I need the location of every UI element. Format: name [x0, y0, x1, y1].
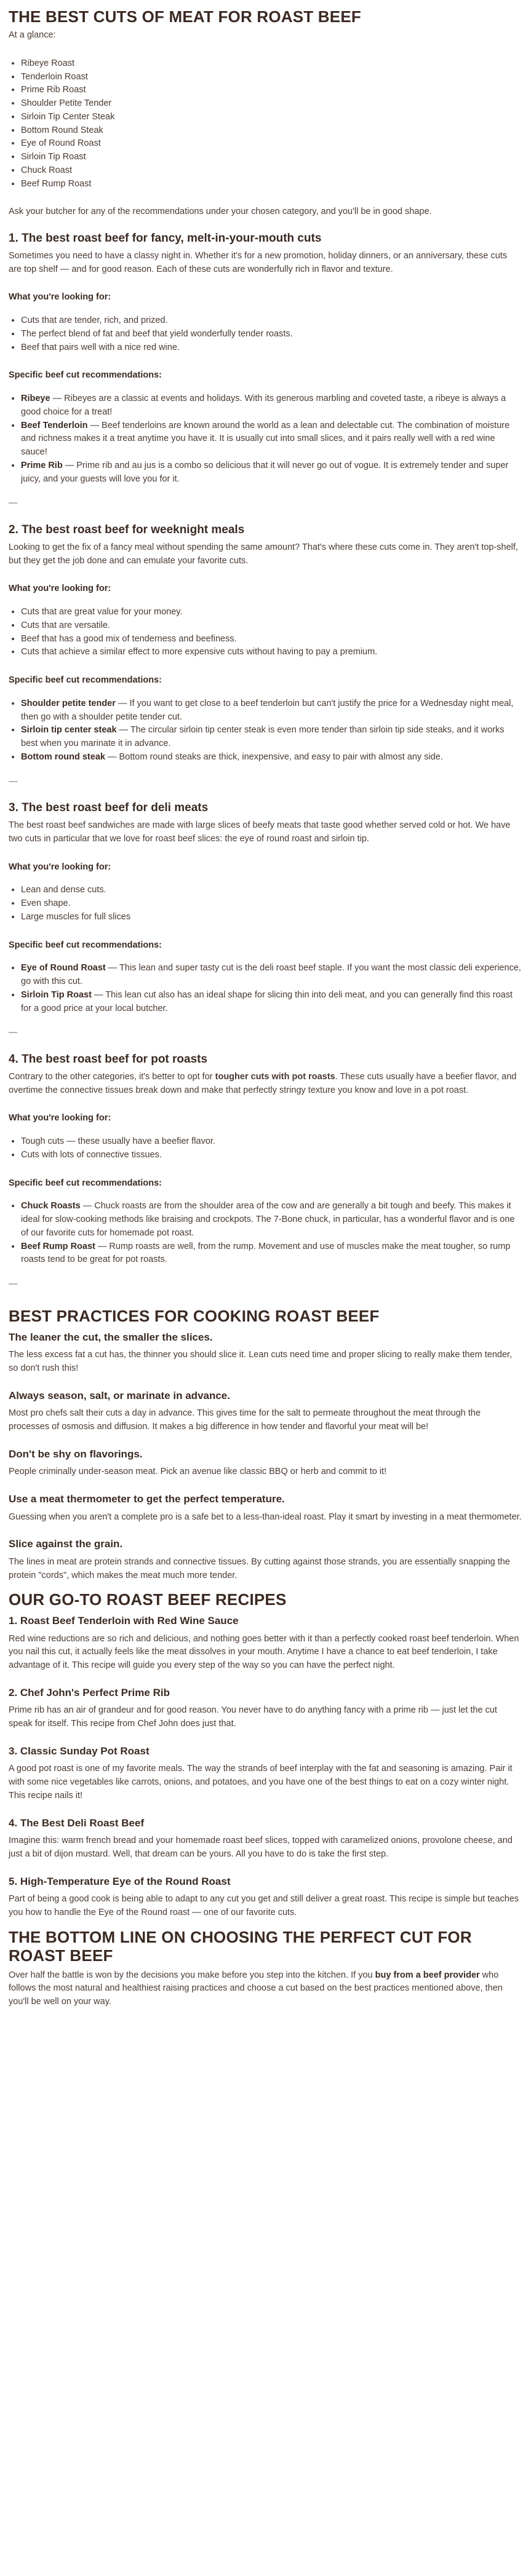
recommend-item	[21, 1240, 522, 1267]
list-item: • Cuts that are great value for your money.	[21, 606, 522, 619]
practice-heading: Use a meat thermometer to get the perfect temperature.	[9, 1493, 285, 1505]
glance-item: • Prime Rib Roast	[21, 84, 522, 97]
recipe-heading: 2. Chef John's Perfect Prime Rib	[9, 1686, 170, 1698]
emphasis-text: tougher cuts with pot roasts	[215, 1071, 335, 1082]
list-item: • Cuts that are tender, rich, and prized.	[21, 314, 522, 328]
recommend-list	[9, 697, 522, 764]
recommend-item	[21, 1200, 522, 1240]
recipe-heading: 3. Classic Sunday Pot Roast	[9, 1745, 150, 1757]
section-intro: The best roast beef sandwiches are made with large slices of beefy meats that taste good whether served cold or hot. We have two cuts in particular that we love for roast beef slices: the eye of round roast and sirloin tip.	[9, 820, 511, 844]
recommend-list	[9, 392, 522, 486]
cut-desc: — Chuck roasts are from the shoulder area of the cow and are generally a bit tough and beefy. This makes it ideal for slow-cooking methods like braising and crockpots. The 7-Bone chuck, in particular, has a wonderful flavor and is one of our favorite cuts for homemade pot roast.	[21, 1201, 515, 1238]
cut-desc: — Prime rib and au jus is a combo so delicious that it will never go out of vogue. It is extremely tender and super juicy, and your guests will love you for it.	[21, 460, 509, 484]
at-a-glance-label: At a glance:	[9, 30, 56, 41]
glance-list	[9, 57, 522, 191]
section-intro: Contrary to the other categories, it's better to opt for tougher cuts with pot roasts. These cuts usually have a beefier flavor, and overtime the connective tissues break down and make that perfectly stringy texture you know and love in a pot roast.	[9, 1071, 517, 1095]
looking-for-list	[9, 606, 522, 659]
recommend-item	[21, 751, 522, 764]
section-divider: —	[9, 1279, 18, 1290]
section-recipes	[9, 1591, 522, 1919]
recommend-label: Specific beef cut recommendations:	[9, 675, 162, 686]
practice-text: The lines in meat are protein strands and connective tissues. By cutting against those strands, you are essentially snapping the protein "cords", which makes the meat much more tender.	[9, 1556, 510, 1580]
recommend-item	[21, 419, 522, 459]
recommend-item	[21, 962, 522, 989]
recipe-text: Part of being a good cook is being able to adapt to any cut you get and still deliver a great roast. This recipe is simple but teaches you how to handle the Eye of the Round roast — one of our favorite cuts.	[9, 1894, 519, 1917]
glance-item: • Ribeye Roast	[21, 57, 522, 71]
glance-item: • Tenderloin Roast	[21, 71, 522, 84]
looking-for-list	[9, 1135, 522, 1162]
section-divider: —	[9, 776, 18, 787]
section-intro: Sometimes you need to have a classy night in. Whether it's for a new promotion, holiday dinners, or an anniversary, these cuts are top shelf — and for good reason. Each of these cuts are wonderfully rich in flavor and texture.	[9, 250, 508, 274]
cut-desc: — The circular sirloin tip center steak is even more tender than sirloin tip side steaks, and it works best when you marinate it in advance.	[21, 725, 505, 749]
recommend-label: Specific beef cut recommendations:	[9, 940, 162, 950]
list-item: • Beef that pairs well with a nice red wine.	[21, 341, 522, 355]
beef-provider-link[interactable]: buy from a beef provider	[375, 1970, 480, 1980]
section-divider: —	[9, 498, 18, 509]
cut-name: Chuck Roasts	[21, 1201, 81, 1211]
intro-paragraph: Ask your butcher for any of the recommendations under your chosen category, and you'll be in good shape.	[9, 207, 432, 217]
cut-name: Beef Rump Roast	[21, 1241, 95, 1251]
section-intro: Looking to get the fix of a fancy meal without spending the same amount? That's where these cuts come in. They aren't top-shelf, but they get the job done and can emulate your favorite cuts.	[9, 542, 518, 566]
looking-for-label: What you're looking for:	[9, 1113, 111, 1124]
recipe-text: Red wine reductions are so rich and delicious, and nothing goes better with it than a perfectly cooked roast beef tenderloin. When you nail this cut, it actually feels like the meat dissolves in your mouth. Anytime I have a chance to eat beef tenderloin, I take advantage of it. This recipe will guide you every step of the way so you can have the perfect night.	[9, 1633, 519, 1671]
recipe-text: Prime rib has an air of grandeur and for good reason. You never have to do anything fancy with a prime rib — just let the cut speak for itself. This recipe from Chef John does just that.	[9, 1705, 497, 1729]
practice-heading: Don't be shy on flavorings.	[9, 1448, 143, 1460]
section-divider: —	[9, 1028, 18, 1038]
recommend-list	[9, 1200, 522, 1267]
glance-item: • Beef Rump Roast	[21, 178, 522, 191]
looking-for-label: What you're looking for:	[9, 584, 111, 594]
recipe-heading: 5. High-Temperature Eye of the Round Roast	[9, 1875, 231, 1887]
section-deli-meats	[9, 801, 522, 1040]
cut-name: Sirloin tip center steak	[21, 725, 117, 735]
cut-name: Sirloin Tip Roast	[21, 989, 92, 1000]
cut-desc: — Bottom round steaks are thick, inexpensive, and easy to pair with almost any side.	[105, 751, 443, 762]
glance-item: • Bottom Round Steak	[21, 124, 522, 138]
glance-item: • Sirloin Tip Center Steak	[21, 111, 522, 124]
glance-item: • Sirloin Tip Roast	[21, 151, 522, 164]
looking-for-list	[9, 314, 522, 354]
page-title: THE BEST CUTS OF MEAT FOR ROAST BEEF	[9, 7, 361, 26]
glance-item: • Eye of Round Roast	[21, 137, 522, 151]
section-heading: 3. The best roast beef for deli meats	[9, 801, 209, 815]
practice-text: Guessing when you aren't a complete pro is a safe bet to a less-than-ideal roast. Play it smart by investing in a meat thermometer.	[9, 1512, 522, 1522]
list-item: • Beef that has a good mix of tenderness and beefiness.	[21, 633, 522, 646]
recommend-item	[21, 392, 522, 419]
cut-desc: — This lean cut also has an ideal shape for slicing thin into deli meat, and you can generally find this roast for a good price at your local butcher.	[21, 989, 513, 1013]
recommend-item	[21, 724, 522, 751]
recommend-item	[21, 459, 522, 486]
recommend-item	[21, 697, 522, 724]
section-bottom-line	[9, 1928, 522, 2009]
practice-text: The less excess fat a cut has, the thinner you should slice it. Lean cuts need time and proper slicing to really make them tender, so don't rush this!	[9, 1350, 513, 1374]
list-item: • Even shape.	[21, 897, 522, 911]
section-best-practices	[9, 1307, 522, 1582]
recipes-title: OUR GO-TO ROAST BEEF RECIPES	[9, 1590, 287, 1609]
section-pot-roasts	[9, 1052, 522, 1291]
cut-name: Bottom round steak	[21, 751, 105, 762]
section-heading: 4. The best roast beef for pot roasts	[9, 1053, 208, 1066]
practice-heading: Slice against the grain.	[9, 1538, 123, 1550]
recipe-heading: 1. Roast Beef Tenderloin with Red Wine Sauce	[9, 1615, 239, 1627]
cut-desc: — Beef tenderloins are known around the world as a lean and delectable cut. The combination of moisture and richness makes it a treat anytime you have it. It is usually cut into small slices, and it pairs really well with a red wine sauce!	[21, 420, 510, 458]
cut-desc: — This lean and super tasty cut is the deli roast beef staple. If you want the most classic deli experience, go with this cut.	[21, 963, 521, 987]
cut-name: Shoulder petite tender	[21, 698, 116, 708]
recipe-text: Imagine this: warm french bread and your homemade roast beef slices, topped with caramelized onions, provolone cheese, and just a bit of dijon mustard. Well, that dream can be yours. All you have to do is take the first step.	[9, 1836, 513, 1859]
section-heading: 1. The best roast beef for fancy, melt-in-your-mouth cuts	[9, 232, 322, 245]
practice-heading: Always season, salt, or marinate in advance.	[9, 1389, 230, 1401]
section-weeknight-meals	[9, 523, 522, 788]
practice-text: Most pro chefs salt their cuts a day in advance. This gives time for the salt to permeate throughout the meat through the processes of osmosis and diffusion. It makes a big difference in how tender and flavorful your meat will be!	[9, 1408, 481, 1432]
section-heading: 2. The best roast beef for weeknight meals	[9, 523, 245, 537]
recipe-text: A good pot roast is one of my favorite meals. The way the strands of beef interplay with the fat and seasoning is amazing. Pair it with some nice vegetables like carrots, onions, and potatoes, and you have one of the best things to eat on a cozy winter night. This recipe nails it!	[9, 1764, 513, 1801]
looking-for-list	[9, 884, 522, 924]
list-item: • Cuts that achieve a similar effect to more expensive cuts without having to pay a premium.	[21, 646, 522, 659]
practice-text: People criminally under-season meat. Pick an avenue like classic BBQ or herb and commit to it!	[9, 1467, 387, 1477]
list-item: • Cuts that are versatile.	[21, 619, 522, 633]
list-item: • Lean and dense cuts.	[21, 884, 522, 897]
cut-name: Ribeye	[21, 394, 50, 404]
cut-name: Beef Tenderloin	[21, 420, 88, 430]
list-item: • The perfect blend of fat and beef that yield wonderfully tender roasts.	[21, 328, 522, 341]
recommend-item	[21, 989, 522, 1016]
recommend-label: Specific beef cut recommendations:	[9, 370, 162, 381]
looking-for-label: What you're looking for:	[9, 862, 111, 872]
recommend-list	[9, 962, 522, 1015]
glance-item: • Chuck Roast	[21, 164, 522, 178]
bottom-line-text: Over half the battle is won by the decisions you make before you step into the kitchen. If you buy from a beef provider who follows the most natural and healthiest raising practices and choose a cut based on the best practices mentioned above, then you'll be well on your way.	[9, 1970, 503, 2007]
cut-desc: — Ribeyes are a classic at events and holidays. With its generous marbling and coveted taste, a ribeye is always a good choice for a treat!	[21, 394, 506, 417]
cut-name: Eye of Round Roast	[21, 963, 106, 973]
list-item: • Cuts with lots of connective tissues.	[21, 1149, 522, 1162]
cut-desc: — Rump roasts are well, from the rump. Movement and use of muscles make the meat tougher, so rump roasts tend to be great for pot roasts.	[21, 1241, 511, 1265]
list-item: • Tough cuts — these usually have a beefier flavor.	[21, 1135, 522, 1149]
practice-heading: The leaner the cut, the smaller the slices.	[9, 1331, 213, 1343]
best-practices-title: BEST PRACTICES FOR COOKING ROAST BEEF	[9, 1306, 380, 1325]
cut-desc: — If you want to get close to a beef tenderloin but can't justify the price for a Wednesday night meal, then go with a shoulder petite tender cut.	[21, 698, 514, 722]
glance-item: • Shoulder Petite Tender	[21, 97, 522, 111]
section-fancy-cuts	[9, 231, 522, 510]
cut-name: Prime Rib	[21, 460, 63, 470]
looking-for-label: What you're looking for:	[9, 292, 111, 303]
recipe-heading: 4. The Best Deli Roast Beef	[9, 1817, 145, 1829]
list-item: • Large muscles for full slices	[21, 911, 522, 924]
recommend-label: Specific beef cut recommendations:	[9, 1178, 162, 1188]
bottom-line-title: THE BOTTOM LINE ON CHOOSING THE PERFECT CUT FOR ROAST BEEF	[9, 1927, 472, 1965]
